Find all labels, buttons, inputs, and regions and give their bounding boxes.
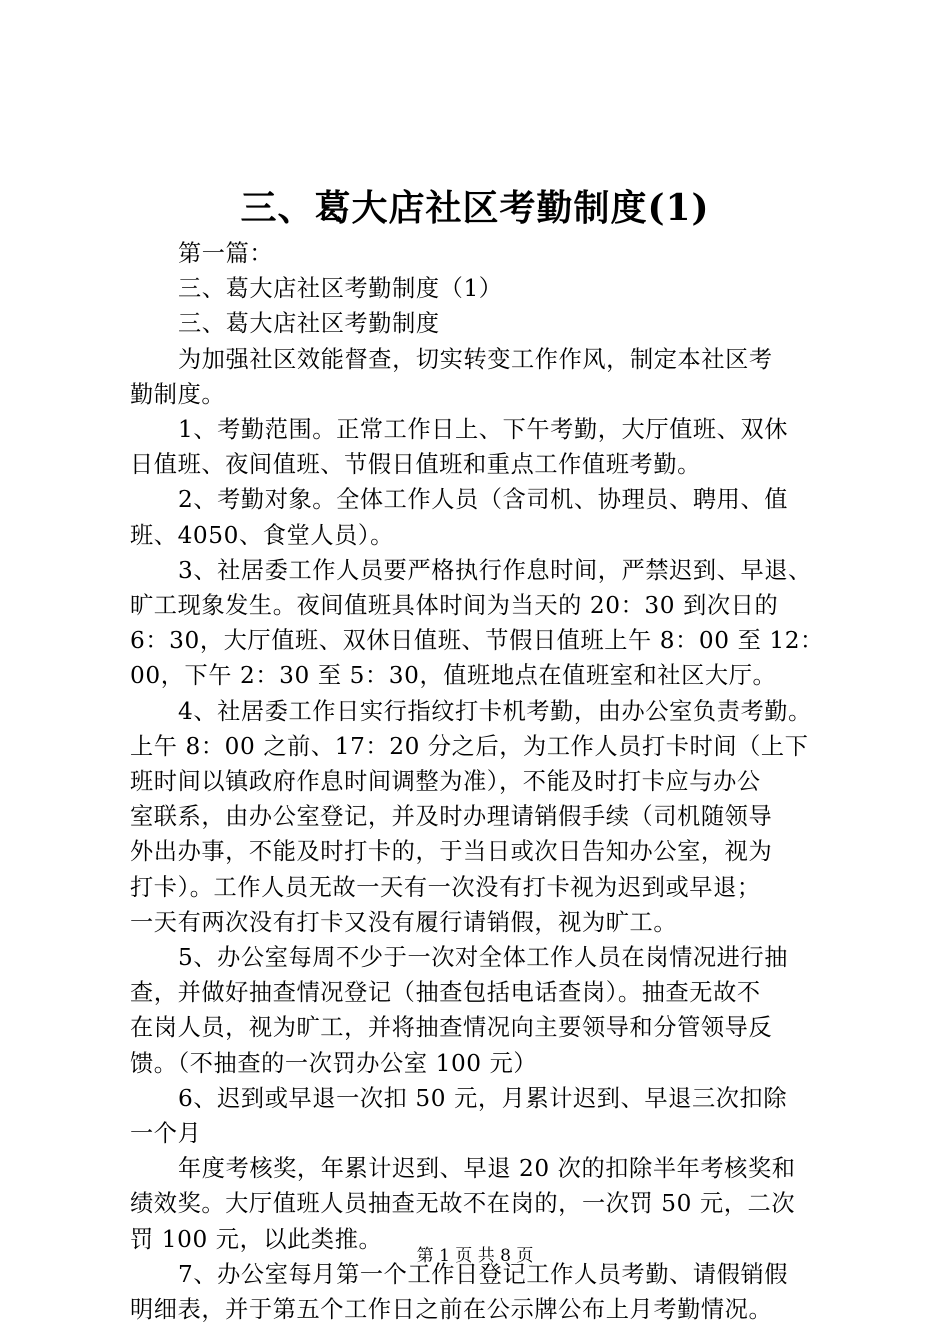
body-line: 班时间以镇政府作息时间调整为准），不能及时打卡应与办公	[130, 768, 761, 796]
body-line: 为加强社区效能督查，切实转变工作作风，制定本社区考	[178, 345, 773, 373]
body-line: 4、社居委工作日实行指纹打卡机考勤，由办公室负责考勤。	[178, 697, 812, 725]
body-line: 第一篇：	[178, 240, 274, 267]
body-line: 勤制度。	[130, 380, 226, 408]
body-line: 1、考勤范围。正常工作日上、下午考勤，大厅值班、双休	[178, 416, 789, 444]
body-line: 7、办公室每月第一个工作日登记工作人员考勤、请假销假	[178, 1260, 789, 1288]
body-line: 日值班、夜间值班、节假日值班和重点工作值班考勤。	[130, 451, 701, 479]
body-line: 馈。（不抽查的一次罚办公室 100 元）	[130, 1049, 538, 1077]
body-line: 三、葛大店社区考勤制度（1）	[178, 275, 503, 303]
document-body	[130, 236, 842, 1327]
body-line: 打卡）。工作人员无故一天有一次没有打卡视为迟到或早退；	[130, 873, 761, 901]
body-line: 00，下午 2：30 至 5：30，值班地点在值班室和社区大厅。	[130, 662, 777, 690]
body-line: 罚 100 元，以此类推。	[130, 1225, 383, 1253]
body-line: 5、办公室每周不少于一次对全体工作人员在岗情况进行抽	[178, 944, 789, 972]
body-line: 绩效奖。大厅值班人员抽查无故不在岗的，一次罚 50 元，二次	[130, 1190, 796, 1218]
body-line: 6、迟到或早退一次扣 50 元，月累计迟到、早退三次扣除	[178, 1084, 788, 1112]
body-line: 室联系，由办公室登记，并及时办理请销假手续（司机随领导	[130, 803, 773, 831]
body-line: 2、考勤对象。全体工作人员（含司机、协理员、聘用、值	[178, 486, 789, 514]
body-line: 查，并做好抽查情况登记（抽查包括电话查岗）。抽查无故不	[130, 979, 761, 1007]
body-line: 旷工现象发生。夜间值班具体时间为当天的 20：30 到次日的	[130, 592, 779, 620]
body-line: 上午 8：00 之前、17：20 分之后，为工作人员打卡时间（上下	[130, 732, 809, 760]
body-line: 班、4050、食堂人员）。	[130, 521, 394, 549]
body-line: 3、社居委工作人员要严格执行作息时间，严禁迟到、早退、	[178, 556, 812, 584]
page-footer: 第 1 页 共 8 页	[416, 1246, 534, 1266]
body-line: 在岗人员，视为旷工，并将抽查情况向主要领导和分管领导反	[130, 1014, 773, 1042]
body-line: 一天有两次没有打卡又没有履行请销假，视为旷工。	[130, 908, 678, 936]
body-line: 明细表，并于第五个工作日之前在公示牌公布上月考勤情况。	[130, 1296, 773, 1324]
body-line: 6：30，大厅值班、双休日值班、节假日值班上午 8：00 至 12：	[130, 627, 824, 655]
body-line: 一个月	[130, 1120, 202, 1148]
body-line: 三、葛大店社区考勤制度	[178, 310, 440, 338]
body-line: 年度考核奖，年累计迟到、早退 20 次的扣除半年考核奖和	[178, 1155, 796, 1183]
body-line: 外出办事，不能及时打卡的，于当日或次日告知办公室，视为	[130, 838, 773, 866]
document-title: 三、葛大店社区考勤制度(1)	[240, 187, 710, 229]
